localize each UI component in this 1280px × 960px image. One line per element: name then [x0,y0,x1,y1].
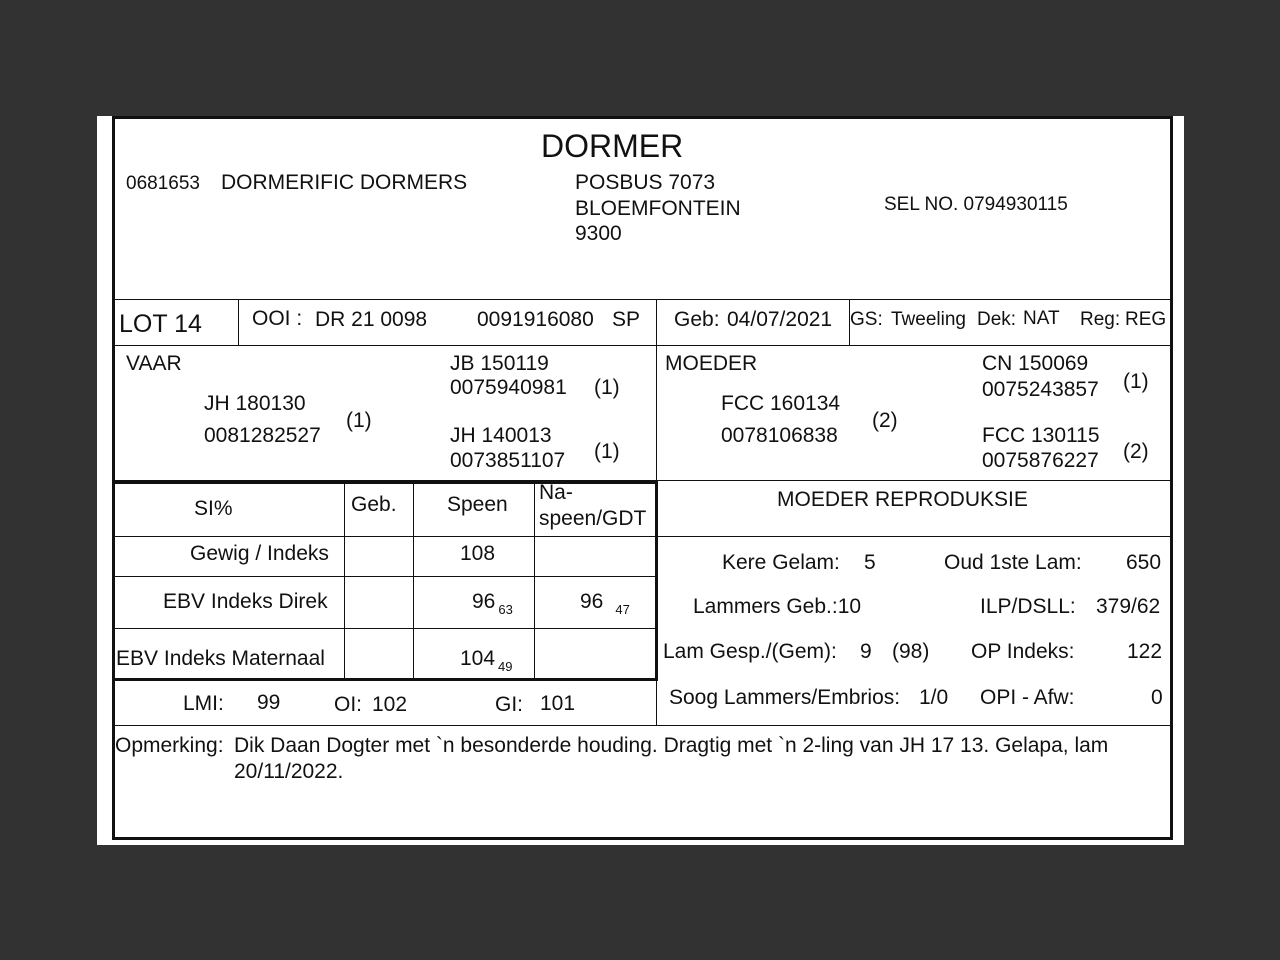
header-si: SI% [194,497,233,520]
dam-code: (2) [872,409,898,432]
remark-line1: Dik Daan Dogter met `n besonderde houding. Dragtig met `n 2-ling van JH 17 13. Gelapa, lam [234,734,1109,757]
dam-father-code: (1) [1123,370,1149,393]
perf-table-right [655,481,658,680]
gs-value: Tweeling [891,309,966,330]
perf-table-top [112,481,657,484]
gi-value: 101 [540,692,576,715]
ooi-number: 0091916080 [477,308,594,331]
divider [112,345,1173,346]
sire-code: (1) [346,409,372,432]
birth-date: 04/07/2021 [727,308,833,331]
row-label: Gewig / Indeks [190,542,329,565]
oi-label: OI: [334,693,363,716]
lmi-label: LMI: [183,692,224,715]
frame-bottom [112,837,1173,840]
sel-number: SEL NO. 0794930115 [884,194,1068,215]
dam-mother-number: 0075876227 [982,449,1099,472]
dek-value: NAT [1023,308,1060,329]
lot-card [97,116,1184,845]
divider [112,299,1173,300]
header-naspeen-2: speen/GDT [539,507,647,530]
gesp-value: 9 [860,640,872,663]
divider [656,299,657,345]
gesp-label: Lam Gesp./(Gem): [663,640,837,663]
perf-table-bottom [112,678,658,681]
sire-father-code: (1) [594,376,620,399]
row-speen: 96 $_{63}$ [472,590,513,617]
sire-mother-id: JH 140013 [450,424,552,447]
divider [413,481,414,679]
gs-label: GS: [850,309,883,330]
lammers-line [693,595,861,619]
frame-top [112,116,1173,119]
kere-label: Kere Gelam: [722,551,840,574]
repro-title: MOEDER REPRODUKSIE [777,488,1028,511]
divider [238,299,239,345]
divider [534,481,535,679]
dam-mother-id: FCC 130115 [982,424,1100,447]
row-speen: 104 $_{49}$ [460,647,513,674]
row-speen: 108 [460,542,496,565]
dam-mother-code: (2) [1123,440,1149,463]
op-label: OP Indeks: [971,640,1075,663]
divider [112,576,657,577]
dam-father-id: CN 150069 [982,352,1089,375]
opi-label: OPI - Afw: [980,686,1075,709]
ooi-id: DR 21 0098 [315,308,428,331]
frame-right [1170,116,1173,838]
sire-id: JH 180130 [204,392,306,415]
sire-father-number: 0075940981 [450,376,567,399]
sire-mother-code: (1) [594,440,620,463]
header-naspeen-1: Na- [539,481,573,504]
remark-line2: 20/11/2022. [234,760,344,783]
soog-value: 1/0 [919,686,949,709]
frame-left [112,116,115,838]
header-speen: Speen [447,493,508,516]
breed-title: DORMER [541,128,684,164]
ooi-label: OOI : [252,307,303,330]
address-line2: BLOEMFONTEIN [575,197,741,220]
clipped-red-text [162,838,168,845]
vaar-label: VAAR [126,352,182,375]
opi-value: 0 [1151,686,1163,709]
birth-label: Geb: [674,308,720,331]
oud-label: Oud 1ste Lam: [944,551,1082,574]
ilp-value: 379/62 [1096,595,1161,618]
sire-number: 0081282527 [204,424,321,447]
oud-value: 650 [1126,551,1162,574]
divider [344,481,345,679]
address-line1: POSBUS 7073 [575,171,716,194]
lot-number: LOT 14 [119,310,202,338]
row-naspeen: 96 $_{47}$ [580,590,630,617]
divider [658,536,1173,537]
gi-label: GI: [495,693,524,716]
lammers-value: 10 [837,595,862,618]
dam-id: FCC 160134 [721,392,841,415]
divider [112,725,1173,726]
dam-father-number: 0075243857 [982,378,1099,401]
oi-value: 102 [372,693,408,716]
owner-name: DORMERIFIC DORMERS [221,171,468,194]
gem-value: (98) [892,640,930,663]
kere-value: 5 [864,551,876,574]
sire-mother-number: 0073851107 [450,449,566,472]
lmi-value: 99 [257,691,281,714]
ooi-suffix: SP [612,308,641,331]
remark-label: Opmerking: [115,734,224,757]
dek-label: Dek: [977,309,1017,330]
sire-father-id: JB 150119 [450,352,549,375]
ilp-label: ILP/DSLL: [980,595,1076,618]
row-label: EBV Indeks Direk [163,590,328,613]
lammers-label: Lammers Geb.: [693,595,838,618]
dam-number: 0078106838 [721,424,838,447]
divider [656,679,657,726]
header-geb: Geb. [351,493,397,516]
divider [112,536,657,537]
row-label: EBV Indeks Maternaal [116,647,325,670]
divider [112,628,657,629]
address-line3: 9300 [575,222,622,245]
reg-value: REG [1125,309,1167,330]
owner-code: 0681653 [126,173,200,194]
moeder-label: MOEDER [665,352,758,375]
reg-label: Reg: [1080,309,1121,330]
divider [656,345,657,481]
soog-label: Soog Lammers/Embrios: [669,686,901,709]
op-value: 122 [1127,640,1163,663]
